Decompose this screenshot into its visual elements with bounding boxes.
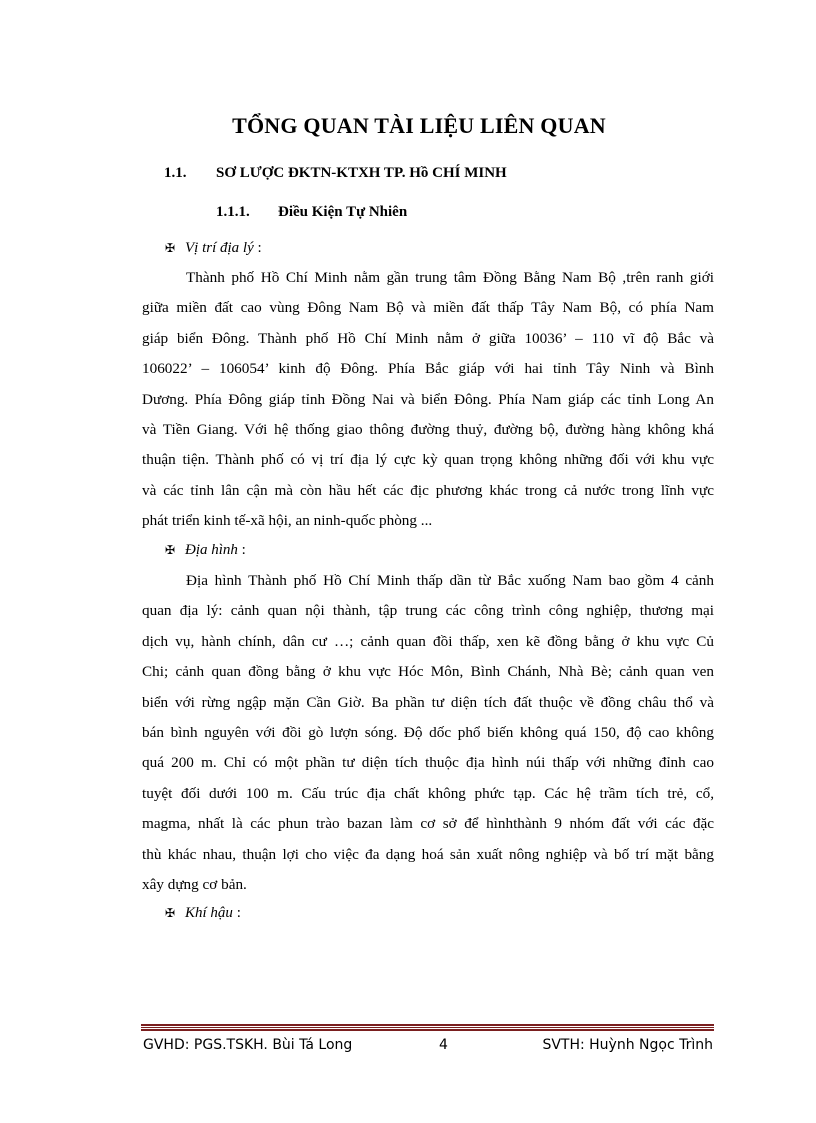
paragraph-line: phát triển kinh tế-xã hội, an ninh-quốc phòng ... [142,512,433,530]
page-title: TỔNG QUAN TÀI LIỆU LIÊN QUAN [232,113,606,138]
item-heading-location [165,240,262,257]
page-number: 4 [439,1037,448,1053]
item-heading-terrain [165,542,246,559]
paragraph-line: Thành phố Hồ Chí Minh nằm gần trung tâm Đồng Bằng Nam Bộ ,trên ranh giới [186,269,714,286]
item-label: Khí hậu [185,905,233,921]
paragraph-line: tuyệt đối dưới 100 m. Cấu trúc địa chất không phức tạp. Các hệ trầm tích trẻ, cổ, [142,784,714,802]
paragraph-line: thù khác nhau, thuận lợi cho việc đa dạng hoá sản xuất nông nghiệp và bố trí mặt bằng [142,845,714,863]
section-number: 1.1. [164,165,187,181]
footer-student: SVTH: Huỳnh Ngọc Trình [542,1037,713,1053]
paragraph-line: Chi; cảnh quan đồng bằng ở khu vực Hóc Môn, Bình Chánh, Nhà Bè; cảnh quan ven [142,663,714,681]
paragraph-line: magma, nhất là các phun trào bazan làm cơ sở để hìnhthành 9 nhóm đất với các đặc [142,815,714,833]
footer-supervisor: GVHD: PGS.TSKH. Bùi Tá Long [143,1037,353,1053]
paragraph-line: quan địa lý: cảnh quan nội thành, tập trung các công trình công nghiệp, thương mại [142,602,714,620]
item-heading-climate [165,905,241,922]
section-title: SƠ LƯỢC ĐKTN-KTXH TP. Hồ CHÍ MINH [216,165,507,181]
paragraph-line: dịch vụ, hành chính, dân cư …; cảnh quan đồi thấp, xen kẽ đồng bằng ở khu vực Củ [142,632,714,650]
paragraph-line: thuận tiện. Thành phố có vị trí địa lý cực kỳ quan trọng không những đối với khu vực [142,451,714,469]
subsection-number: 1.1.1. [216,204,250,220]
paragraph-line: quá 200 m. Chỉ có một phần tư diện tích thuộc địa hình núi thấp với những đỉnh cao [142,754,714,772]
cross-bullet-icon: ✠ [165,241,176,255]
paragraph-line: bán bình nguyên với đồi gò lượn sóng. Độ dốc phổ biến không quá 150, độ cao không [142,724,714,742]
paragraph-line: và Tiền Giang. Với hệ thống giao thông đường thuỷ, đường bộ, đường hàng không khá [142,421,714,439]
paragraph-location [142,263,714,537]
item-suffix: : [253,240,262,256]
subsection-heading [216,204,407,221]
subsection-title: Điều Kiện Tự Nhiên [278,204,408,220]
paragraph-terrain [142,566,714,900]
page-footer [143,1037,713,1059]
paragraph-line: và các tỉnh lân cận mà còn hầu hết các địc phương khác trong cả nước trong lĩnh vực [142,481,714,499]
item-suffix: : [232,905,241,921]
paragraph-line: xây dựng cơ bản. [142,876,247,894]
paragraph-line: Dương. Phía Đông giáp tỉnh Đồng Nai và biển Đông. Phía Nam giáp các tỉnh Long An [142,390,714,408]
footer-divider [141,1024,714,1032]
paragraph-line: giáp biển Đông. Thành phố Hồ Chí Minh nằm ở giữa 10036’ – 110 vĩ độ Bắc và [142,329,714,347]
paragraph-line: Địa hình Thành phố Hồ Chí Minh thấp dần từ Bắc xuống Nam bao gồm 4 cảnh [186,572,714,589]
item-label: Địa hình [185,542,238,558]
paragraph-line: biển với rừng ngập mặn Cần Giờ. Ba phần tư diện tích đất thuộc về đồng châu thổ và [142,693,714,711]
cross-bullet-icon: ✠ [165,906,176,920]
paragraph-line: 106022’ – 106054’ kinh độ Đông. Phía Bắc giáp với hai tỉnh Tây Ninh và Bình [142,360,714,378]
cross-bullet-icon: ✠ [165,543,176,557]
section-heading [164,165,507,182]
item-suffix: : [237,542,246,558]
item-label: Vị trí địa lý [185,240,254,256]
paragraph-line: giữa miền đất cao vùng Đông Nam Bộ và miền đất thấp Tây Nam Bộ, có phía Nam [142,299,714,317]
